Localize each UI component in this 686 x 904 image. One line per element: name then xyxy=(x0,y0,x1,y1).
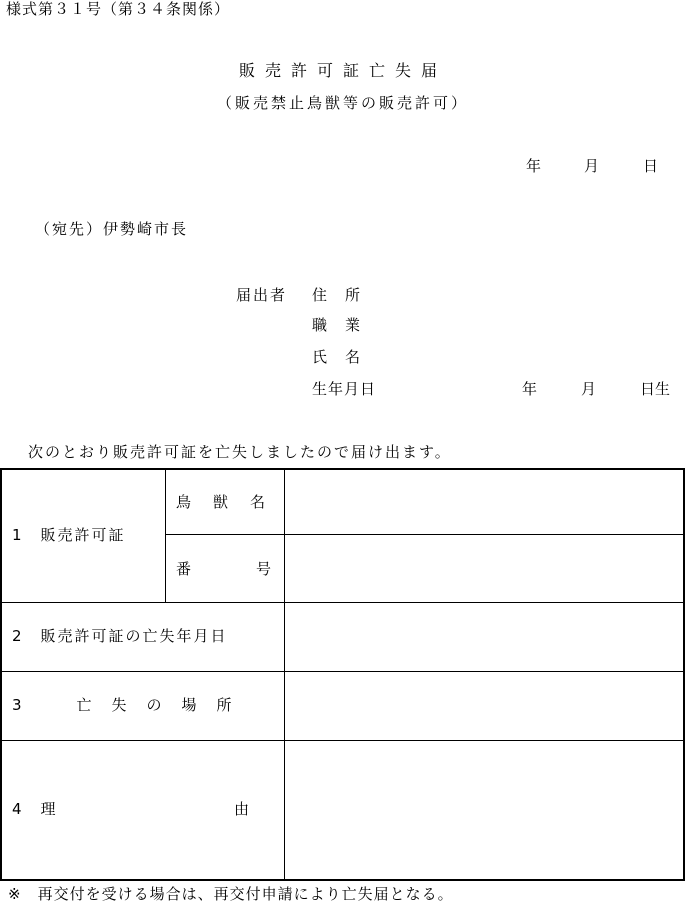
date-day-label: 日 xyxy=(643,157,659,175)
birth-day-label: 日生 xyxy=(640,380,671,398)
date-month-label: 月 xyxy=(584,157,600,175)
row3-label: 3 亡失の場所 xyxy=(12,696,252,714)
row2-label: 2 販売許可証の亡失年月日 xyxy=(12,627,228,645)
permit-number-value[interactable] xyxy=(286,535,682,601)
number-label-right: 号 xyxy=(256,560,272,578)
row1-label: 1 販売許可証 xyxy=(12,526,126,544)
birth-month-label: 月 xyxy=(581,380,597,398)
intro-statement: 次のとおり販売許可証を亡失しましたので届け出ます。 xyxy=(28,443,452,461)
reason-value[interactable] xyxy=(286,741,682,878)
row1-subdivider-vertical xyxy=(165,468,166,602)
footnote: ※ 再交付を受ける場合は、再交付申請により亡失届となる。 xyxy=(8,885,454,903)
name-label: 氏名 xyxy=(312,348,379,366)
number-label-left: 番 xyxy=(176,560,192,578)
form-number: 様式第３１号（第３４条関係） xyxy=(6,0,231,18)
loss-date-value[interactable] xyxy=(286,603,682,670)
birthdate-label: 生年月日 xyxy=(312,380,377,398)
document-subtitle: （販売禁止鳥獣等の販売許可） xyxy=(216,94,469,112)
animal-name-label: 鳥獣名 xyxy=(176,493,288,511)
occupation-label: 職業 xyxy=(312,316,379,334)
label-column-divider xyxy=(284,468,285,881)
animal-name-value[interactable] xyxy=(286,470,682,534)
birth-year-label: 年 xyxy=(522,380,538,398)
date-year-label: 年 xyxy=(526,157,542,175)
loss-place-value[interactable] xyxy=(286,672,682,739)
row4-label: 4 理 xyxy=(12,800,58,818)
document-title: 販売許可証亡失届 xyxy=(238,61,447,80)
addressee: （宛先）伊勢崎市長 xyxy=(35,220,189,238)
row4-label-end: 由 xyxy=(234,800,250,818)
address-label: 住所 xyxy=(312,286,379,304)
table-border-bottom xyxy=(0,879,685,881)
table-border-left xyxy=(0,468,2,881)
table-border-right xyxy=(683,468,685,881)
report-table xyxy=(0,468,685,881)
filer-label: 届出者 xyxy=(236,286,288,304)
